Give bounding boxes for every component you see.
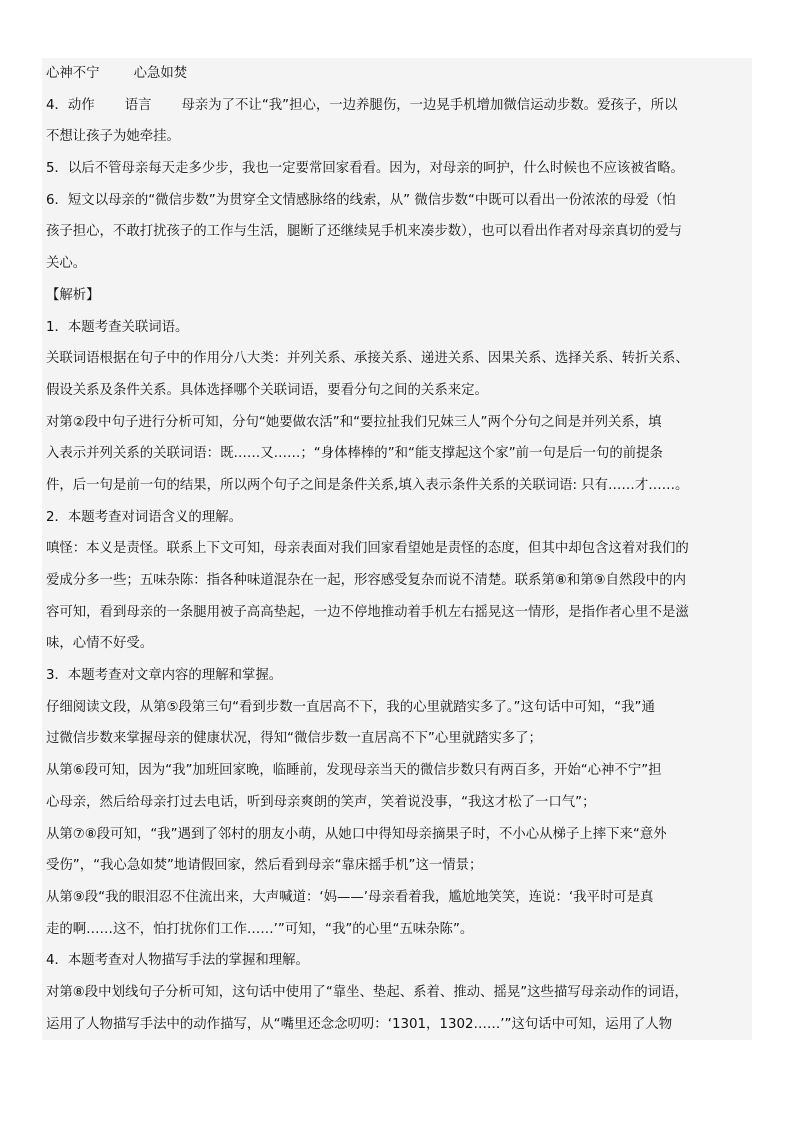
text-line — [42, 90, 752, 122]
text-line — [42, 692, 752, 724]
text-line — [42, 565, 752, 597]
text-content: 从第⑥段可知，因为“我”加班回家晚，临睡前，发现母亲当天的微信步数只有两百多，开始“心神不宁”担 — [46, 763, 662, 779]
text-content: 件，后一句是前一句的结果，所以两个句子之间是条件关系,填入表示条件关系的关联词语: 只有……才……。 — [46, 477, 689, 493]
text-line — [42, 628, 752, 660]
text-line — [42, 882, 752, 914]
text-line — [42, 977, 752, 1009]
question-heading: 4．本题考查对人物描写手法的掌握和理解。 — [46, 953, 309, 969]
text-line — [42, 660, 752, 692]
text-line — [42, 787, 752, 819]
question-heading: 3．本题考查对文章内容的理解和掌握。 — [46, 668, 283, 684]
text-content: 容可知，看到母亲的一条腿用被子高高垫起，一边不停地推动着手机左右摇晃这一情形，是指作者心里不是滋 — [46, 604, 689, 620]
answer-text: 母亲为了不让“我”担心，一边养腿伤，一边晃手机增加微信运动步数。爱孩子，所以 — [181, 97, 678, 113]
text-line — [42, 407, 752, 439]
text-content: 从第⑦⑧段可知，“我”遇到了邻村的朋友小萌，从她口中得知母亲摘果子时，不小心从梯子上摔下来“意外 — [46, 826, 667, 842]
text-content: 不想让孩子为她牵挂。 — [46, 129, 180, 145]
text-content: 运用了人物描写手法中的动作描写，从“嘴里还念念叨叨：‘1301，1302……’”这句话中可知，运用了人物 — [46, 1016, 673, 1032]
text-line — [42, 850, 752, 882]
text-content: 走的啊……这不，怕打扰你们工作……’”可知，“我”的心里“五味杂陈”。 — [46, 921, 474, 937]
text-line — [42, 502, 752, 534]
text-content: 入表示并列关系的关联词语：既……又……；“身体棒棒的”和“能支撑起这个家”前一句是后一句的前提条 — [46, 446, 663, 462]
analysis-heading: 【解析】 — [46, 287, 100, 303]
text-line — [42, 216, 752, 248]
text-line — [42, 723, 752, 755]
text-content: 从第⑨段“我的眼泪忍不住流出来，大声喊道：‘妈——’母亲看着我，尴尬地笑笑，连说：‘我平时可是真 — [46, 889, 654, 905]
text-content: 仔细阅读文段，从第⑤段第三句“看到步数一直居高不下，我的心里就踏实多了。”这句话中可知，“我”通 — [46, 699, 655, 715]
text-line — [42, 185, 752, 217]
text-content: 6．短文以母亲的“微信步数”为贯穿全文情感脉络的线索，从” 微信步数“中既可以看出一份浓浓的母爱（怕 — [46, 192, 676, 208]
answer-term: 心神不宁 — [46, 66, 100, 81]
text-line — [42, 755, 752, 787]
text-content: 味，心情不好受。 — [46, 636, 154, 652]
text-content: 过微信步数来掌握母亲的健康状况，得知“微信步数一直居高不下”心里就踏实多了； — [46, 731, 542, 747]
text-line — [42, 121, 752, 153]
section-heading — [42, 280, 752, 312]
answer-term: 心急如焚 — [133, 66, 188, 81]
text-line — [42, 375, 752, 407]
text-line — [42, 533, 752, 565]
text-line — [42, 945, 752, 977]
text-content: 假设关系及条件关系。具体选择哪个关联词语，要看分句之间的关系来定。 — [46, 382, 488, 398]
text-content: 嗔怪：本义是责怪。联系上下文可知，母亲表面对我们回家看望她是责怪的态度，但其中却包含这着对我们的 — [46, 541, 689, 557]
question-heading: 2．本题考查对词语含义的理解。 — [46, 509, 242, 525]
text-line — [42, 470, 752, 502]
text-line — [42, 248, 752, 280]
text-content: 爱成分多一些；五味杂陈：指各种味道混杂在一起，形容感受复杂而说不清楚。联系第⑧和第⑨自然段中的内 — [46, 573, 686, 588]
text-content: 对第②段中句子进行分析可知，分句“她要做农活”和“要拉扯我们兄妹三人”两个分句之间是并列关系，填 — [46, 414, 662, 430]
text-content: 孩子担心，不敢打扰孩子的工作与生活，腿断了还继续晃手机来凑步数），也可以看出作者对母亲真切的爱与 — [46, 224, 683, 240]
text-line — [42, 1009, 752, 1041]
question-heading: 1．本题考查关联词语。 — [46, 319, 189, 335]
text-line — [42, 58, 752, 90]
answer-number: 4．动作 — [46, 97, 95, 113]
text-content: 5．以后不管母亲每天走多少步，我也一定要常回家看看。因为，对母亲的呵护，什么时候也不应该被省略。 — [46, 161, 684, 177]
text-content: 受伤”，“我心急如焚”地请假回家，然后看到母亲“靠床摇手机”这一情景； — [46, 858, 483, 874]
text-content: 对第⑧段中划线句子分析可知，这句话中使用了“靠坐、垫起、系着、推动、摇晃”这些描写母亲动作的词语， — [46, 984, 688, 1000]
answer-term: 语言 — [124, 97, 152, 113]
document-page — [42, 58, 752, 1040]
text-line — [42, 914, 752, 946]
text-line — [42, 819, 752, 851]
text-line — [42, 343, 752, 375]
text-line — [42, 597, 752, 629]
text-content: 关心。 — [46, 256, 87, 272]
text-content: 关联词语根据在句子中的作用分八大类：并列关系、承接关系、递进关系、因果关系、选择关系、转折关系、 — [46, 351, 689, 367]
text-line — [42, 153, 752, 185]
text-line — [42, 438, 752, 470]
text-line — [42, 312, 752, 344]
text-content: 心母亲，然后给母亲打过去电话，听到母亲爽朗的笑声，笑着说没事，“我这才松了一口气”； — [46, 794, 596, 810]
